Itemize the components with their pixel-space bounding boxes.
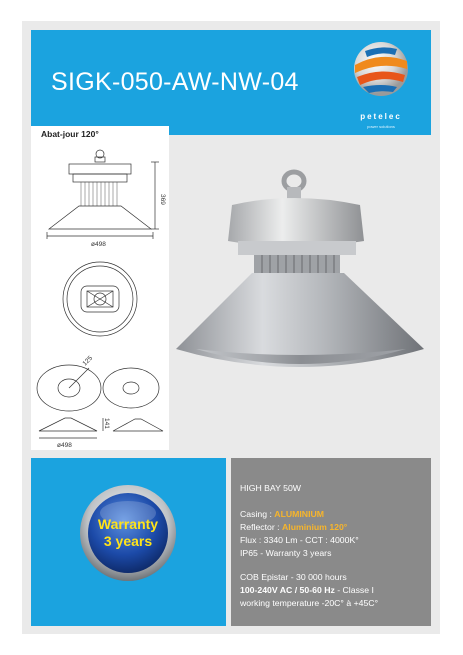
dim-height-top: 369 (159, 194, 166, 205)
class-value: - Classe I (334, 585, 374, 595)
voltage-value: 100-240V AC / 50-60 Hz (240, 585, 335, 595)
dim-141: 141 (103, 418, 110, 429)
reflector-label: Reflector : (240, 522, 283, 532)
spec-voltage (240, 584, 374, 596)
spec-casing (240, 508, 324, 520)
reflector-value: Aluminium 120° (282, 522, 348, 532)
logo-wordmark: petelec (360, 112, 402, 121)
logo-tagline: power solutions (367, 124, 395, 129)
spec-ip-warranty: IP65 - Warranty 3 years (240, 548, 332, 558)
casing-value: ALUMINIUM (274, 509, 324, 519)
technical-drawings (31, 126, 169, 450)
spec-temperature: working temperature -20C° à +45C° (240, 598, 379, 608)
drawings-title: Abat-jour 120° (41, 129, 99, 139)
high-bay-lamp-image (174, 163, 429, 403)
specifications-panel (231, 458, 431, 626)
brand-logo (345, 35, 417, 129)
product-sheet (22, 21, 440, 634)
technical-drawings-panel (31, 126, 169, 450)
spec-flux: Flux : 3340 Lm - CCT : 4000K° (240, 535, 359, 545)
casing-label: Casing : (240, 509, 275, 519)
header-banner (31, 30, 431, 135)
spec-cob: COB Epistar - 30 000 hours (240, 572, 347, 582)
warranty-badge (78, 483, 178, 583)
product-code-title: SIGK-050-AW-NW-04 (51, 68, 299, 96)
spec-reflector (240, 521, 347, 533)
warranty-panel (31, 458, 226, 626)
warranty-line-1: Warranty (97, 516, 159, 532)
globe-logo-icon (345, 35, 417, 107)
spec-product-name: HIGH BAY 50W (240, 483, 301, 493)
dim-diameter-bottom: ø498 (57, 442, 72, 449)
dim-diameter-top: ø498 (91, 241, 106, 248)
dim-125: 125 (81, 354, 95, 368)
warranty-line-2: 3 years (103, 533, 153, 549)
